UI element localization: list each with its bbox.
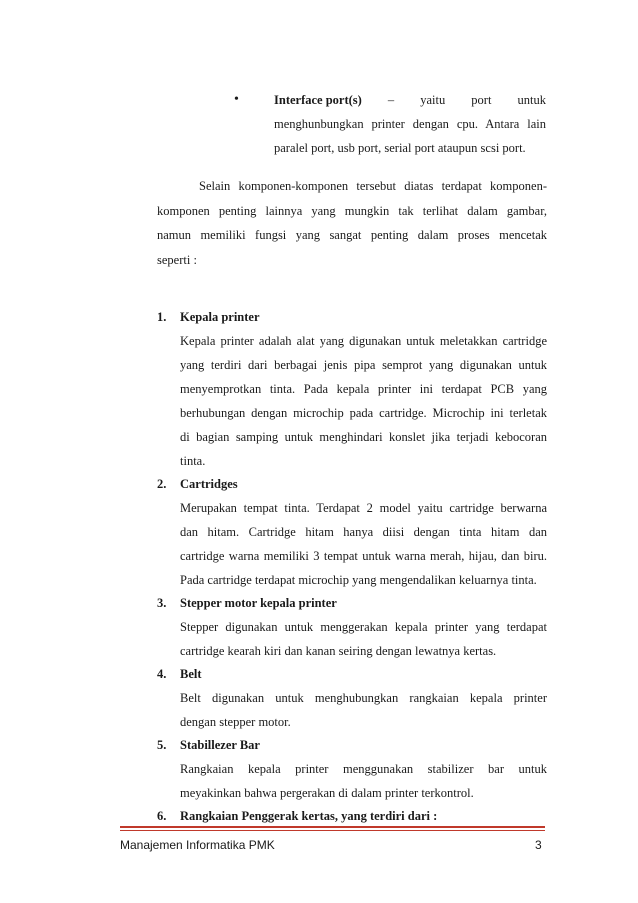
footer-text: Manajemen Informatika PMK <box>120 838 275 852</box>
item-line: yang terdiri dari berbagai jenis pipa semprot yang digunakan untuk <box>180 358 547 372</box>
item-number: 1. <box>157 310 167 324</box>
bullet-word: yaitu <box>420 93 446 107</box>
item-body <box>180 329 547 473</box>
item-body <box>180 686 547 734</box>
list-item <box>157 306 547 473</box>
item-number: 6. <box>157 809 167 823</box>
item-line: Kepala printer adalah alat yang digunakan untuk meletakkan cartridge <box>180 334 547 348</box>
item-line: Rangkaian kepala printer menggunakan stabilizer bar untuk <box>180 762 547 776</box>
page-number: 3 <box>535 838 542 852</box>
bullet-dash: – <box>387 93 395 107</box>
intro-line: seperti : <box>157 252 197 267</box>
item-line: Stepper digunakan untuk menggerakan kepala printer yang terdapat <box>180 620 547 634</box>
item-body <box>180 757 547 805</box>
item-number: 2. <box>157 477 167 491</box>
component-list <box>157 306 547 828</box>
item-line: dan hitam. Cartridge hitam hanya diisi dengan tinta hitam dan <box>180 525 547 539</box>
item-line: dengan stepper motor. <box>180 715 291 729</box>
item-title: Kepala printer <box>180 310 260 324</box>
item-title: Cartridges <box>180 477 238 491</box>
item-line: tinta. <box>180 454 206 468</box>
bullet-term: Interface port(s) <box>274 93 362 107</box>
intro-line: komponen penting lainnya yang mungkin tak terlihat dalam gambar, <box>157 203 547 218</box>
item-line: meyakinkan bahwa pergerakan di dalam printer terkontrol. <box>180 786 474 800</box>
item-title: Rangkaian Penggerak kertas, yang terdiri dari : <box>180 809 438 823</box>
list-item <box>157 473 547 592</box>
bullet-paragraph <box>274 88 546 160</box>
item-title: Stepper motor kepala printer <box>180 596 337 610</box>
bullet-word: port <box>471 93 492 107</box>
footer-rule <box>120 830 545 831</box>
intro-paragraph <box>157 174 547 272</box>
bullet-symbol: • <box>234 92 239 107</box>
intro-line: namun memiliki fungsi yang sangat penting dalam proses mencetak <box>157 228 547 242</box>
intro-line: Selain komponen-komponen tersebut diatas terdapat komponen- <box>199 179 547 193</box>
item-line: Merupakan tempat tinta. Terdapat 2 model yaitu cartridge berwarna <box>180 501 547 515</box>
bullet-line: paralel port, usb port, serial port ataupun scsi port. <box>274 141 526 155</box>
item-line: menyemprotkan tinta. Pada kepala printer ini terdapat PCB yang <box>180 382 547 396</box>
item-number: 4. <box>157 667 167 681</box>
footer-rule <box>120 826 545 828</box>
item-line: di bagian samping untuk menghindari konslet jika terjadi kebocoran <box>180 430 547 444</box>
bullet-first-line <box>274 88 546 112</box>
item-line: cartridge warna memiliki 3 tempat untuk warna merah, hijau, dan biru. <box>180 549 547 563</box>
bullet-word: untuk <box>517 93 546 107</box>
list-item <box>157 734 547 805</box>
bullet-line: menghunbungkan printer dengan cpu. Antara lain <box>274 117 546 131</box>
list-item <box>157 663 547 734</box>
item-line: berhubungan dengan microchip pada cartridge. Microchip ini terletak <box>180 406 547 420</box>
list-item <box>157 592 547 663</box>
item-title: Stabillezer Bar <box>180 738 260 752</box>
item-body <box>180 615 547 663</box>
item-number: 3. <box>157 596 167 610</box>
item-title: Belt <box>180 667 202 681</box>
item-body <box>180 496 547 592</box>
item-number: 5. <box>157 738 167 752</box>
item-line: Belt digunakan untuk menghubungkan rangkaian kepala printer <box>180 691 547 705</box>
list-item <box>157 805 547 828</box>
item-line: cartridge kearah kiri dan kanan seiring dengan lewatnya kertas. <box>180 644 497 658</box>
item-line: Pada cartridge terdapat microchip yang mengendalikan keluarnya tinta. <box>180 573 537 587</box>
